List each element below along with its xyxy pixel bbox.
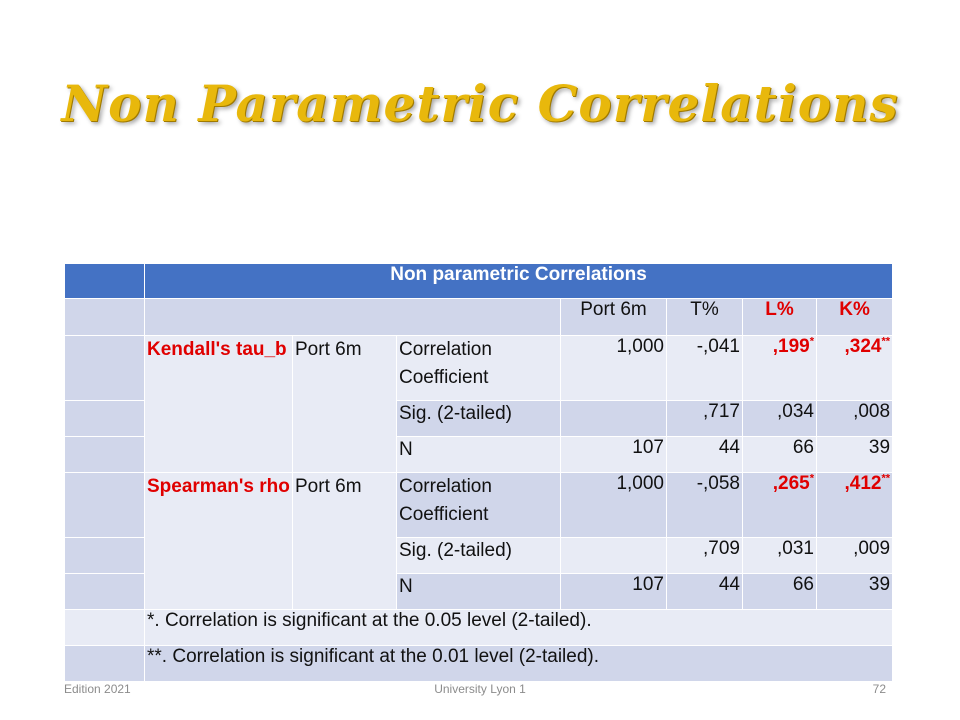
footer-edition: Edition 2021 (64, 682, 131, 696)
row-stub (65, 336, 145, 401)
table-cell (561, 401, 667, 437)
row-stub (65, 401, 145, 437)
stat-label: Correlation Coefficient (397, 336, 561, 401)
row-stub (65, 299, 145, 336)
table-cell: ,034 (743, 401, 817, 437)
table-cell-significant: ,324** (817, 336, 893, 401)
table-cell (561, 538, 667, 574)
row-stub (65, 264, 145, 299)
col-header-port6m: Port 6m (561, 299, 667, 336)
page-number: 72 (872, 682, 886, 696)
table-cell-significant: ,199* (743, 336, 817, 401)
col-header-k: K% (817, 299, 893, 336)
table-cell: 44 (667, 437, 743, 473)
table-cell: 66 (743, 574, 817, 610)
method-label-spearman: Spearman's rho (145, 473, 293, 610)
table-cell: ,031 (743, 538, 817, 574)
table-cell: ,008 (817, 401, 893, 437)
table-cell: -,041 (667, 336, 743, 401)
table-cell-significant: ,412** (817, 473, 893, 538)
table-cell: -,058 (667, 473, 743, 538)
correlations-table (64, 263, 893, 682)
stat-label: N (397, 574, 561, 610)
col-header-l: L% (743, 299, 817, 336)
header-blank (145, 299, 561, 336)
row-stub (65, 646, 145, 682)
table-cell: ,717 (667, 401, 743, 437)
variable-label: Port 6m (293, 336, 397, 473)
stat-label: Sig. (2-tailed) (397, 401, 561, 437)
row-stub (65, 574, 145, 610)
col-header-t: T% (667, 299, 743, 336)
stat-label: Correlation Coefficient (397, 473, 561, 538)
footer-university: University Lyon 1 (434, 682, 526, 696)
table-cell: 66 (743, 437, 817, 473)
table-title: Non parametric Correlations (145, 264, 893, 299)
row-stub (65, 538, 145, 574)
footnote: *. Correlation is significant at the 0.05 level (2-tailed). (145, 610, 893, 646)
row-stub (65, 437, 145, 473)
table-cell: ,009 (817, 538, 893, 574)
table-cell: ,709 (667, 538, 743, 574)
table-cell: 1,000 (561, 473, 667, 538)
table-cell-significant: ,265* (743, 473, 817, 538)
table-cell: 44 (667, 574, 743, 610)
row-stub (65, 473, 145, 538)
slide-title: Non Parametric Correlations (61, 74, 899, 133)
variable-label: Port 6m (293, 473, 397, 610)
table-cell: 39 (817, 437, 893, 473)
table-cell: 107 (561, 437, 667, 473)
row-stub (65, 610, 145, 646)
footnote: **. Correlation is significant at the 0.01 level (2-tailed). (145, 646, 893, 682)
table-cell: 39 (817, 574, 893, 610)
stat-label: N (397, 437, 561, 473)
stat-label: Sig. (2-tailed) (397, 538, 561, 574)
method-label-kendall: Kendall's tau_b (145, 336, 293, 473)
table-cell: 107 (561, 574, 667, 610)
table-cell: 1,000 (561, 336, 667, 401)
